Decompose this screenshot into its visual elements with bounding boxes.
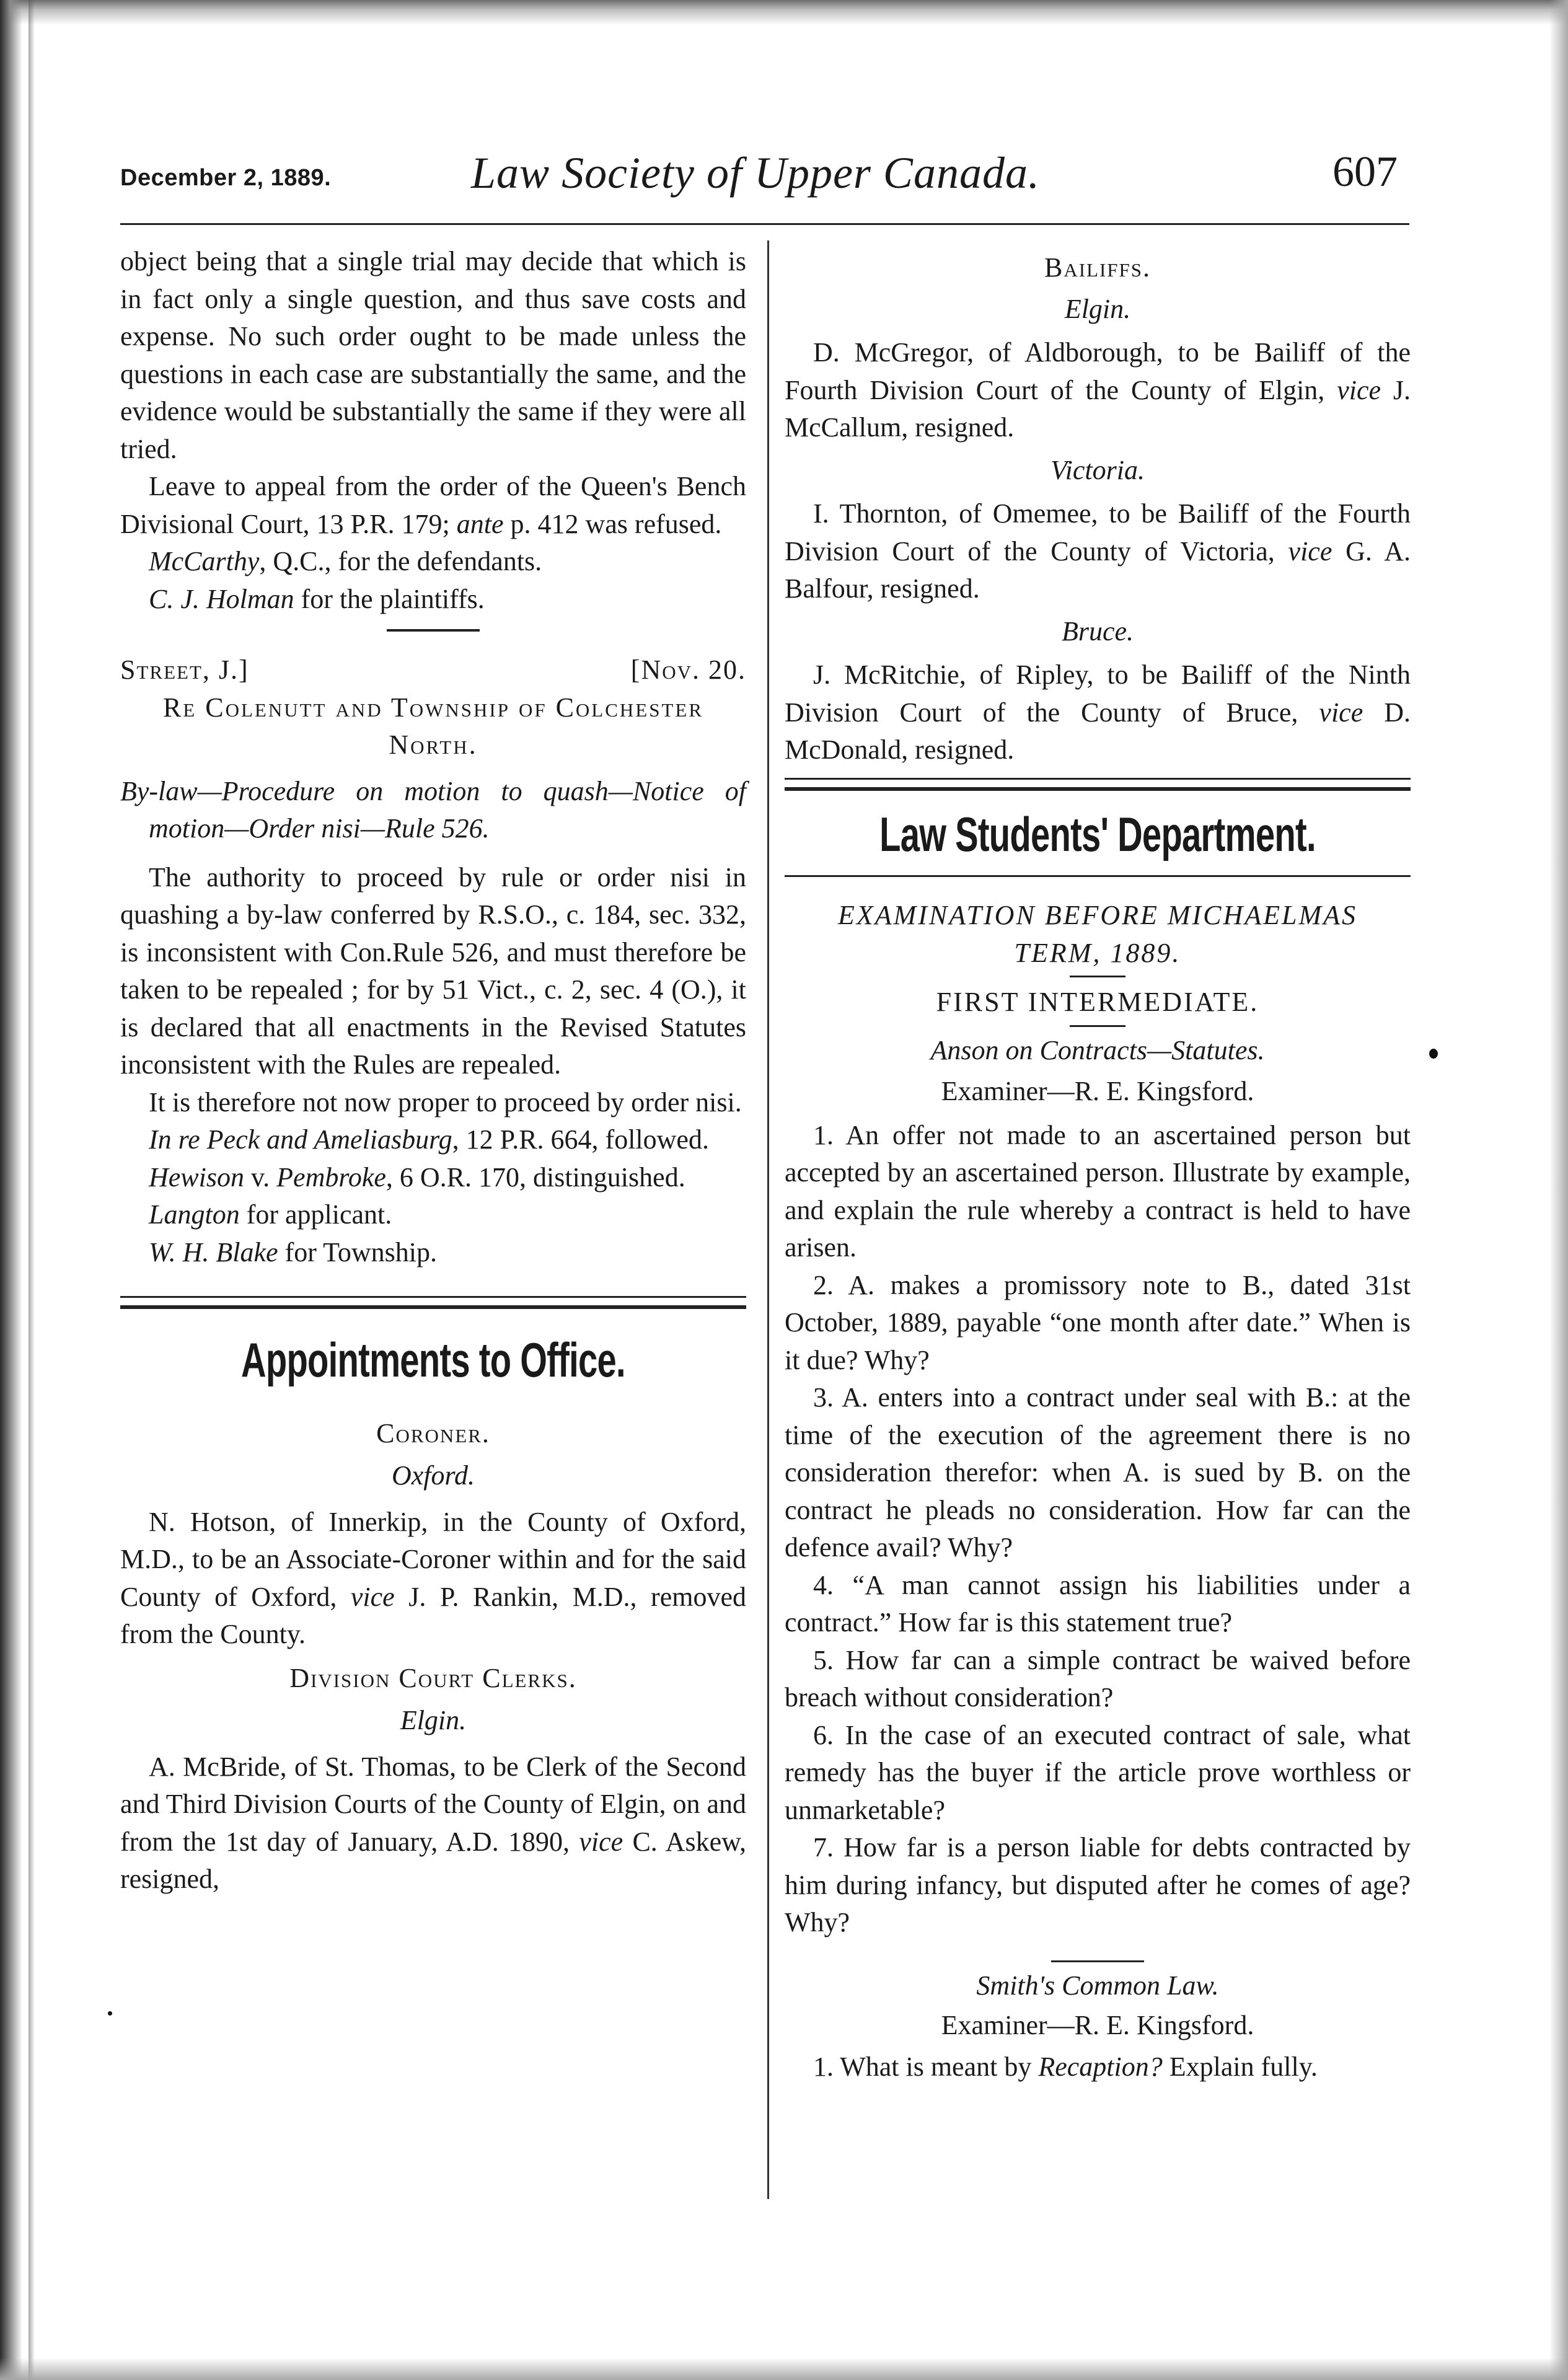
- citation-case: Pembroke: [276, 1161, 386, 1192]
- subject-heading: Smith's Common Law.: [976, 1970, 1219, 2001]
- counsel-name: W. H. Blake: [149, 1236, 278, 1267]
- counsel-role: for applicant.: [239, 1199, 392, 1230]
- column-divider: [767, 240, 769, 2199]
- vice-word: vice: [1319, 697, 1363, 728]
- continued-paragraph: object being that a single trial may decide that which is in fact only a single question, and thus save costs and expense. No such order ought to be made unless the questions in each case are substantially the same, and the evidence would be substantially the same if they were all tried.: [120, 246, 746, 464]
- bailiff-entry: [785, 495, 1411, 608]
- clerks-entry: [120, 1748, 746, 1898]
- bailiff-county: Victoria.: [1050, 454, 1145, 485]
- clerks-heading: Division Court Clerks.: [289, 1662, 577, 1693]
- clerks-text: A. McBride, of St. Thomas, to be Clerk of the Second and Third Division Courts of the County of Elgin, on and from the 1st day of January, A.D. 1890,: [120, 1751, 746, 1857]
- bailiff-text: G. A. Balfour, resigned.: [785, 536, 1411, 604]
- citation-rest: , 12 P.R. 664, followed.: [452, 1124, 709, 1155]
- leave-text: Leave to appeal from the order of the Queen's Bench Divisional Court, 13 P.R. 179;: [120, 471, 746, 539]
- clerks-county: Elgin.: [400, 1705, 467, 1735]
- question-list: [785, 1117, 1411, 1942]
- coroner-entry: [120, 1504, 746, 1654]
- scan-edge-bottom: [0, 2358, 1568, 2380]
- running-head-date: December 2, 1889.: [120, 165, 332, 191]
- case-title: Re Colenutt and Township of Colchester North.: [162, 692, 704, 760]
- examiner-line: Examiner—R. E. Kingsford.: [941, 1076, 1254, 1106]
- bailiff-entry: [785, 656, 1411, 769]
- ink-speck: [1429, 1049, 1438, 1059]
- right-column: [785, 243, 1411, 2086]
- section-rule: [785, 875, 1411, 877]
- question-item: 7. How far is a person liable for debts contracted by him during infancy, but disputed after he comes of age? Why?: [785, 1832, 1411, 1937]
- small-rule: [1051, 1960, 1144, 1962]
- small-rule: [1070, 1025, 1125, 1027]
- section-rule: [387, 629, 480, 632]
- small-rule: [1070, 976, 1125, 977]
- running-head-title: Law Society of Upper Canada.: [471, 148, 1040, 198]
- exam-title: EXAMINATION BEFORE MICHAELMAS TERM, 1889.: [837, 900, 1358, 968]
- scan-edge-right: [1549, 0, 1568, 2380]
- question-item: [785, 2048, 1411, 2086]
- citation-rest: , 6 O.R. 170, distinguished.: [385, 1161, 685, 1192]
- subject-heading: Anson on Contracts—Statutes.: [930, 1034, 1265, 1065]
- case-header: [120, 651, 746, 689]
- left-column: [120, 243, 746, 1898]
- counsel-line: [120, 581, 746, 619]
- citation-line: [120, 1121, 746, 1159]
- leave-ante: ante: [456, 508, 504, 539]
- citation-case: In re Peck and Ameliasburg: [149, 1124, 452, 1155]
- question-item: 6. In the case of an executed contract of sale, what remedy has the buyer if the article prove worthless or unmarketable?: [785, 1719, 1411, 1825]
- question-item: 1. An offer not made to an ascertained person but accepted by an ascertained person. Illustrate by example, and explain the rule whereby a contract is held to have arisen.: [785, 1119, 1411, 1263]
- holding-paragraph: It is therefore not now proper to proceed by order nisi.: [149, 1086, 742, 1117]
- leave-paragraph: [120, 468, 746, 543]
- counsel-name: C. J. Holman: [149, 583, 294, 614]
- question-item: 3. A. enters into a contract under seal with B.: at the time of the execution of the agreement there is no consideration therefor: when A. is sued by B. on the contract he pleads no consideration. How far can the defence avail? Why?: [785, 1382, 1411, 1562]
- law-students-heading: Law Students' Department.: [879, 806, 1316, 862]
- scan-edge-top: [0, 0, 1568, 25]
- counsel-role: , Q.C., for the defendants.: [259, 546, 542, 576]
- counsel-line: [120, 1196, 746, 1234]
- case-judge: Street, J.]: [120, 654, 249, 685]
- page-number: 607: [1332, 148, 1398, 196]
- case-subject: By-law—Procedure on motion to quash—Notice of motion—Order nisi—Rule 526.: [120, 775, 746, 844]
- counsel-name: McCarthy: [149, 546, 260, 576]
- bailiff-text: D. McGregor, of Aldborough, to be Bailiff of the Fourth Division Court of the County of Elgin,: [785, 337, 1411, 405]
- scan-binding-line: [29, 0, 35, 2380]
- citation-versus: v.: [244, 1161, 277, 1192]
- citation-case: Hewison: [149, 1161, 244, 1192]
- bailiff-text: D. McDonald, resigned.: [785, 697, 1411, 765]
- first-intermediate-heading: FIRST INTERMEDIATE.: [936, 987, 1259, 1017]
- bailiff-text: J. McRitchie, of Ripley, to be Bailiff of the Ninth Division Court of the County of Bruce,: [785, 659, 1411, 728]
- holding-paragraph: The authority to proceed by rule or order nisi in quashing a by-law conferred by R.S.O., c. 184, sec. 332, is inconsistent with Con.Rule 526, and must therefore be taken to be repealed ; for by 51 Vict., c. 2, sec. 4 (O.), it is declared that all enactments in the Revised Statutes inconsistent with the Rules are repealed.: [120, 862, 746, 1080]
- vice-word: vice: [1337, 374, 1381, 405]
- bailiff-text: J. McCallum, resigned.: [785, 374, 1411, 443]
- section-double-rule: [120, 1296, 746, 1309]
- scan-binding-shadow: [0, 0, 22, 2380]
- bailiff-county: Elgin.: [1064, 293, 1131, 324]
- question-lead: 1. What is meant by: [813, 2051, 1032, 2082]
- ink-speck: [108, 2011, 112, 2016]
- counsel-role: for the plaintiffs.: [294, 583, 485, 614]
- question-item: 5. How far can a simple contract be waived before breach without consideration?: [785, 1644, 1411, 1712]
- coroner-text: J. P. Rankin, M.D., removed from the County.: [120, 1581, 746, 1649]
- coroner-county: Oxford.: [391, 1460, 475, 1491]
- citation-line: [120, 1159, 746, 1197]
- case-date: [Nov. 20.: [630, 654, 746, 685]
- examiner-line: Examiner—R. E. Kingsford.: [941, 2010, 1254, 2040]
- question-item: 4. “A man cannot assign his liabilities under a contract.” How far is this statement true?: [785, 1569, 1411, 1637]
- vice-word: vice: [350, 1581, 395, 1612]
- counsel-name: Langton: [149, 1199, 240, 1230]
- header-rule: [120, 223, 1409, 225]
- vice-word: vice: [579, 1826, 623, 1857]
- clerks-text: C. Askew, resigned,: [120, 1826, 747, 1894]
- bailiff-text: I. Thornton, of Omemee, to be Bailiff of the Fourth Division Court of the County of Victoria,: [785, 498, 1411, 566]
- question-term: Recaption?: [1038, 2051, 1163, 2082]
- question-item: 2. A. makes a promissory note to B., dated 31st October, 1889, payable “one month after date.” When is it due? Why?: [785, 1269, 1411, 1375]
- coroner-heading: Coroner.: [376, 1417, 490, 1448]
- vice-word: vice: [1288, 536, 1332, 566]
- section-double-rule: [785, 778, 1411, 791]
- question-tail: Explain fully.: [1169, 2051, 1318, 2082]
- counsel-line: [120, 543, 746, 581]
- bailiffs-heading: Bailiffs.: [1044, 252, 1152, 283]
- counsel-line: [120, 1234, 746, 1272]
- coroner-text: N. Hotson, of Innerkip, in the County of Oxford, M.D., to be an Associate-Coroner within and for the said County of Oxford,: [120, 1506, 746, 1612]
- appointments-heading: Appointments to Office.: [241, 1333, 625, 1387]
- leave-tail: p. 412 was refused.: [510, 508, 722, 539]
- bailiff-county: Bruce.: [1061, 615, 1134, 646]
- bailiff-entry: [785, 334, 1411, 447]
- counsel-role: for Township.: [278, 1236, 437, 1267]
